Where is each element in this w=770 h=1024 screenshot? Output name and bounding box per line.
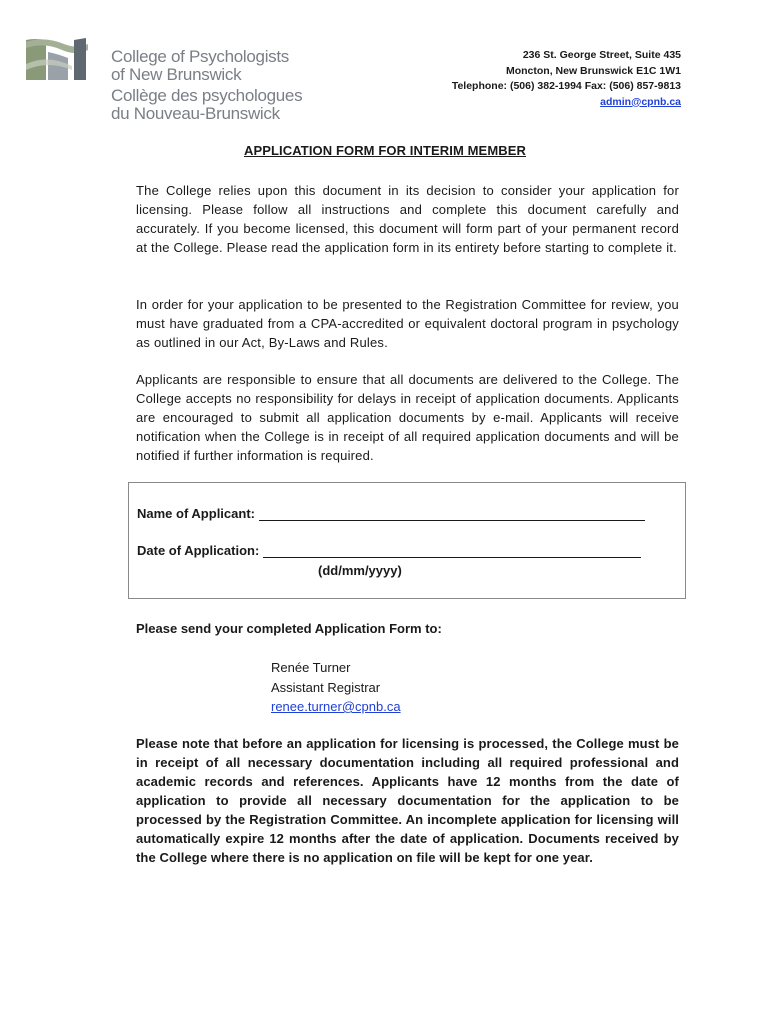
logo-fr-line2: du Nouveau-Brunswick: [111, 104, 280, 123]
applicant-name-row: [137, 506, 645, 521]
eligibility-paragraph: In order for your application to be presented to the Registration Committee for review, you must have graduated from a CPA-accredited or equivalent doctoral program in psychology as outlined in our Act, By-Laws and Rules.: [136, 297, 679, 350]
logo-wordmark: [111, 47, 303, 123]
address-city: Moncton, New Brunswick E1C 1W1: [505, 64, 681, 77]
page-title: APPLICATION FORM FOR INTERIM MEMBER: [243, 143, 527, 158]
address-email-link[interactable]: admin@cpnb.ca: [600, 95, 681, 108]
intro-paragraph: The College relies upon this document in its decision to consider your application for licensing. Please follow all instructions and complete this document carefully and accurately. If you become licensed, this document will form part of your permanent record at the College. Please read the application form in its entirety before starting to complete it.: [136, 183, 679, 255]
application-date-field[interactable]: [263, 545, 641, 558]
college-logo-mark-icon: [24, 36, 90, 82]
contact-block: [271, 658, 401, 717]
documents-paragraph: Applicants are responsible to ensure that all documents are delivered to the College. The College accepts no responsibility for delays in receipt of application documents. Applicants are encouraged to submit all application documents by e-mail. Applicants will receive notification when the College is in receipt of all required application documents and will be notified if further information is required.: [136, 372, 679, 463]
college-logo: [24, 36, 303, 128]
applicant-name-field[interactable]: [259, 508, 645, 521]
applicant-info-box: [128, 482, 686, 599]
application-date-label: Date of Application:: [137, 543, 260, 558]
applicant-name-label: Name of Applicant:: [137, 506, 255, 521]
logo-en-line2: of New Brunswick: [111, 65, 242, 84]
contact-name: Renée Turner: [271, 660, 351, 675]
contact-email-link[interactable]: renee.turner@cpnb.ca: [271, 699, 401, 714]
contact-role: Assistant Registrar: [271, 679, 381, 695]
send-instructions: Please send your completed Application Form to:: [136, 621, 442, 636]
date-format-hint: (dd/mm/yyyy): [318, 563, 402, 578]
application-date-row: [137, 543, 641, 558]
address-phone-fax: Telephone: (506) 382-1994 Fax: (506) 857-9813: [451, 80, 681, 92]
logo-fr-line1: Collège des psychologues: [111, 86, 303, 105]
college-address: [452, 48, 681, 110]
processing-note: Please note that before an application for licensing is processed, the College must be in receipt of all necessary documentation including all required professional and academic records and references. Applicants have 12 months from the date of application to provide all necessary documentation for the application to be processed by the Registration Committee. An incomplete application for licensing will automatically expire 12 months after the date of application. Documents received by the College where there is no application on file will be kept for one year.: [136, 736, 679, 865]
logo-en-line1: College of Psychologists: [111, 47, 290, 66]
address-street: 236 St. George Street, Suite 435: [522, 49, 681, 61]
